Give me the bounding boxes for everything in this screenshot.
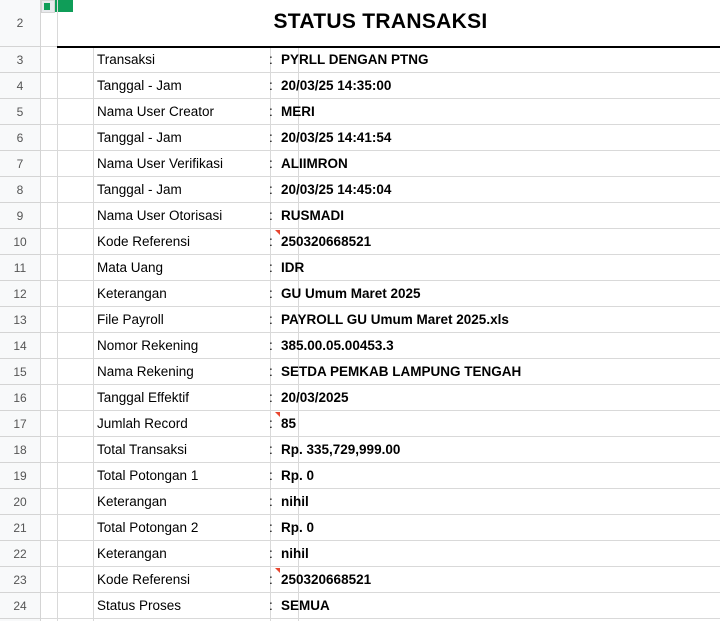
field-label[interactable]: Total Potongan 2 [97,520,199,535]
field-label[interactable]: Nama User Otorisasi [97,208,223,223]
field-label[interactable]: Jumlah Record [97,416,188,431]
field-separator: : [269,182,273,197]
field-separator: : [269,156,273,171]
row-header-24[interactable]: 24 [0,593,40,619]
field-label[interactable]: Transaksi [97,52,156,67]
field-separator: : [269,442,273,457]
field-value[interactable]: PAYROLL GU Umum Maret 2025.xls [281,312,509,327]
field-separator: : [269,52,273,67]
field-label[interactable]: Total Transaksi [97,442,188,457]
comment-marker-icon[interactable] [275,412,280,417]
field-label[interactable]: Tanggal - Jam [97,78,182,93]
field-label[interactable]: Keterangan [97,286,167,301]
field-value[interactable]: 20/03/25 14:41:54 [281,130,392,145]
row-header-21[interactable]: 21 [0,515,40,541]
field-separator: : [269,234,273,249]
field-separator: : [269,260,273,275]
field-label[interactable]: Nama User Creator [97,104,215,119]
field-value[interactable]: 20/03/25 14:35:00 [281,78,392,93]
field-label[interactable]: Tanggal Effektif [97,390,190,405]
field-separator: : [269,78,273,93]
field-separator: : [269,494,273,509]
field-value[interactable]: PYRLL DENGAN PTNG [281,52,429,67]
field-label[interactable]: Nama User Verifikasi [97,156,224,171]
field-label[interactable]: Nama Rekening [97,364,194,379]
field-value[interactable]: SEMUA [281,598,330,613]
field-separator: : [269,312,273,327]
field-separator: : [269,390,273,405]
comment-marker-icon[interactable] [275,230,280,235]
field-value[interactable]: 20/03/2025 [281,390,349,405]
row-header-2[interactable]: 2 [0,0,40,47]
field-separator: : [269,130,273,145]
row-header-15[interactable]: 15 [0,359,40,385]
field-separator: : [269,338,273,353]
field-label[interactable]: Total Potongan 1 [97,468,199,483]
field-value[interactable]: 250320668521 [281,572,372,587]
field-value[interactable]: RUSMADI [281,208,344,223]
page-title: STATUS TRANSAKSI [273,10,488,33]
field-value[interactable]: 385.00.05.00453.3 [281,338,394,353]
field-label[interactable]: Kode Referensi [97,572,191,587]
row-header-10[interactable]: 10 [0,229,40,255]
field-separator: : [269,104,273,119]
field-value[interactable]: 20/03/25 14:45:04 [281,182,392,197]
field-label[interactable]: Nomor Rekening [97,338,199,353]
row-header-5[interactable]: 5 [0,99,40,125]
field-label[interactable]: Keterangan [97,494,167,509]
row-header-16[interactable]: 16 [0,385,40,411]
row-header-22[interactable]: 22 [0,541,40,567]
field-label[interactable]: Kode Referensi [97,234,191,249]
field-value[interactable]: IDR [281,260,305,275]
field-value[interactable]: 85 [281,416,297,431]
field-value[interactable]: Rp. 0 [281,468,315,483]
row-header-8[interactable]: 8 [0,177,40,203]
field-label[interactable]: Tanggal - Jam [97,182,182,197]
row-header-19[interactable]: 19 [0,463,40,489]
field-value[interactable]: GU Umum Maret 2025 [281,286,421,301]
row-header-7[interactable]: 7 [0,151,40,177]
row-header-13[interactable]: 13 [0,307,40,333]
row-header-11[interactable]: 11 [0,255,40,281]
field-label[interactable]: Mata Uang [97,260,164,275]
title-underline [57,46,720,48]
row-header-20[interactable]: 20 [0,489,40,515]
field-value[interactable]: ALIIMRON [281,156,348,171]
field-separator: : [269,546,273,561]
field-label[interactable]: Tanggal - Jam [97,130,182,145]
field-value[interactable]: Rp. 335,729,999.00 [281,442,401,457]
row-header-9[interactable]: 9 [0,203,40,229]
field-separator: : [269,416,273,431]
comment-marker-icon[interactable] [275,568,280,573]
field-label[interactable]: Status Proses [97,598,182,613]
field-value[interactable]: MERI [281,104,315,119]
field-label[interactable]: Keterangan [97,546,167,561]
row-header-6[interactable]: 6 [0,125,40,151]
field-separator: : [269,468,273,483]
field-separator: : [269,572,273,587]
field-value[interactable]: SETDA PEMKAB LAMPUNG TENGAH [281,364,522,379]
field-separator: : [269,286,273,301]
field-value[interactable]: nihil [281,546,309,561]
field-separator: : [269,598,273,613]
field-separator: : [269,208,273,223]
row-header-12[interactable]: 12 [0,281,40,307]
row-header-3[interactable]: 3 [0,47,40,73]
field-separator: : [269,364,273,379]
field-separator: : [269,520,273,535]
row-header-18[interactable]: 18 [0,437,40,463]
row-header-17[interactable]: 17 [0,411,40,437]
field-value[interactable]: 250320668521 [281,234,372,249]
field-value[interactable]: Rp. 0 [281,520,315,535]
field-value[interactable]: nihil [281,494,309,509]
row-header-14[interactable]: 14 [0,333,40,359]
row-header-23[interactable]: 23 [0,567,40,593]
row-header-4[interactable]: 4 [0,73,40,99]
field-label[interactable]: File Payroll [97,312,164,327]
